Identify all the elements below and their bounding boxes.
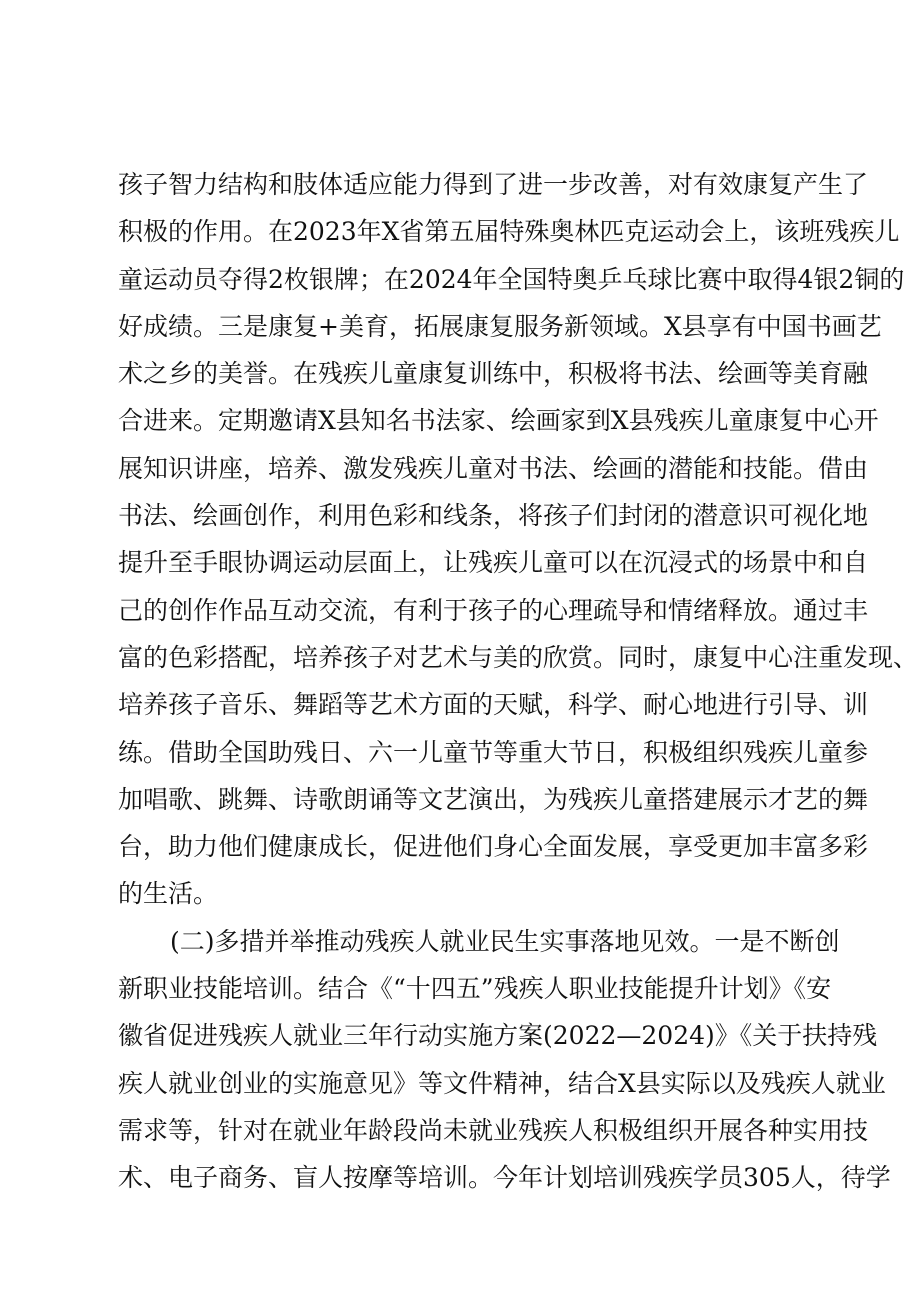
text-line: 培养孩子音乐、舞蹈等艺术方面的天赋，科学、耐心地进行引导、训 <box>118 690 869 720</box>
text-line: 积极的作用。在2023年X省第五届特殊奥林匹克运动会上，该班残疾儿 <box>118 217 900 247</box>
text-line: 徽省促进残疾人就业三年行动实施方案(2022—2024)》《关于扶持残 <box>118 1021 878 1051</box>
text-line: 富的色彩搭配，培养孩子对艺术与美的欣赏。同时，康复中心注重发现、 <box>118 642 919 672</box>
text-line: 台，助力他们健康成长，促进他们身心全面发展，享受更加丰富多彩 <box>118 832 869 862</box>
text-line: 己的创作作品互动交流，有利于孩子的心理疏导和情绪释放。通过丰 <box>118 595 869 625</box>
paragraph-end-line: 的生活。 <box>118 879 219 909</box>
section-heading-line: (二)多措并举推动残疾人就业民生实事落地见效。一是不断创 <box>170 926 840 956</box>
text-line: 展知识讲座，培养、激发残疾儿童对书法、绘画的潜能和技能。借由 <box>118 453 869 483</box>
body-text <box>118 168 919 1209</box>
text-line: 加唱歌、跳舞、诗歌朗诵等文艺演出，为残疾儿童搭建展示才艺的舞 <box>118 784 869 814</box>
text-line: 书法、绘画创作，利用色彩和线条，将孩子们封闭的潜意识可视化地 <box>118 501 869 531</box>
text-line: 术、电子商务、盲人按摩等培训。今年计划培训残疾学员305人，待学 <box>118 1163 891 1193</box>
text-line: 术之乡的美誉。在残疾儿童康复训练中，积极将书法、绘画等美育融 <box>118 359 869 389</box>
text-line: 童运动员夺得2枚银牌；在2024年全国特奥乒乓球比赛中取得4银2铜的 <box>118 264 905 294</box>
text-line: 需求等，针对在就业年龄段尚未就业残疾人积极组织开展各种实用技 <box>118 1115 869 1145</box>
text-line: 合进来。定期邀请X县知名书法家、绘画家到X县残疾儿童康复中心开 <box>118 406 879 436</box>
text-line: 练。借助全国助残日、六一儿童节等重大节日，积极组织残疾儿童参 <box>118 737 869 767</box>
text-line: 新职业技能培训。结合《“十四五”残疾人职业技能提升计划》《安 <box>118 974 832 1004</box>
text-line: 好成绩。三是康复+美育，拓展康复服务新领域。X县享有中国书画艺 <box>118 311 882 341</box>
text-line: 提升至手眼协调运动层面上，让残疾儿童可以在沉浸式的场景中和自 <box>118 548 869 578</box>
text-line: 疾人就业创业的实施意见》等文件精神，结合X县实际以及残疾人就业 <box>118 1068 886 1098</box>
text-line: 孩子智力结构和肢体适应能力得到了进一步改善，对有效康复产生了 <box>118 170 869 199</box>
